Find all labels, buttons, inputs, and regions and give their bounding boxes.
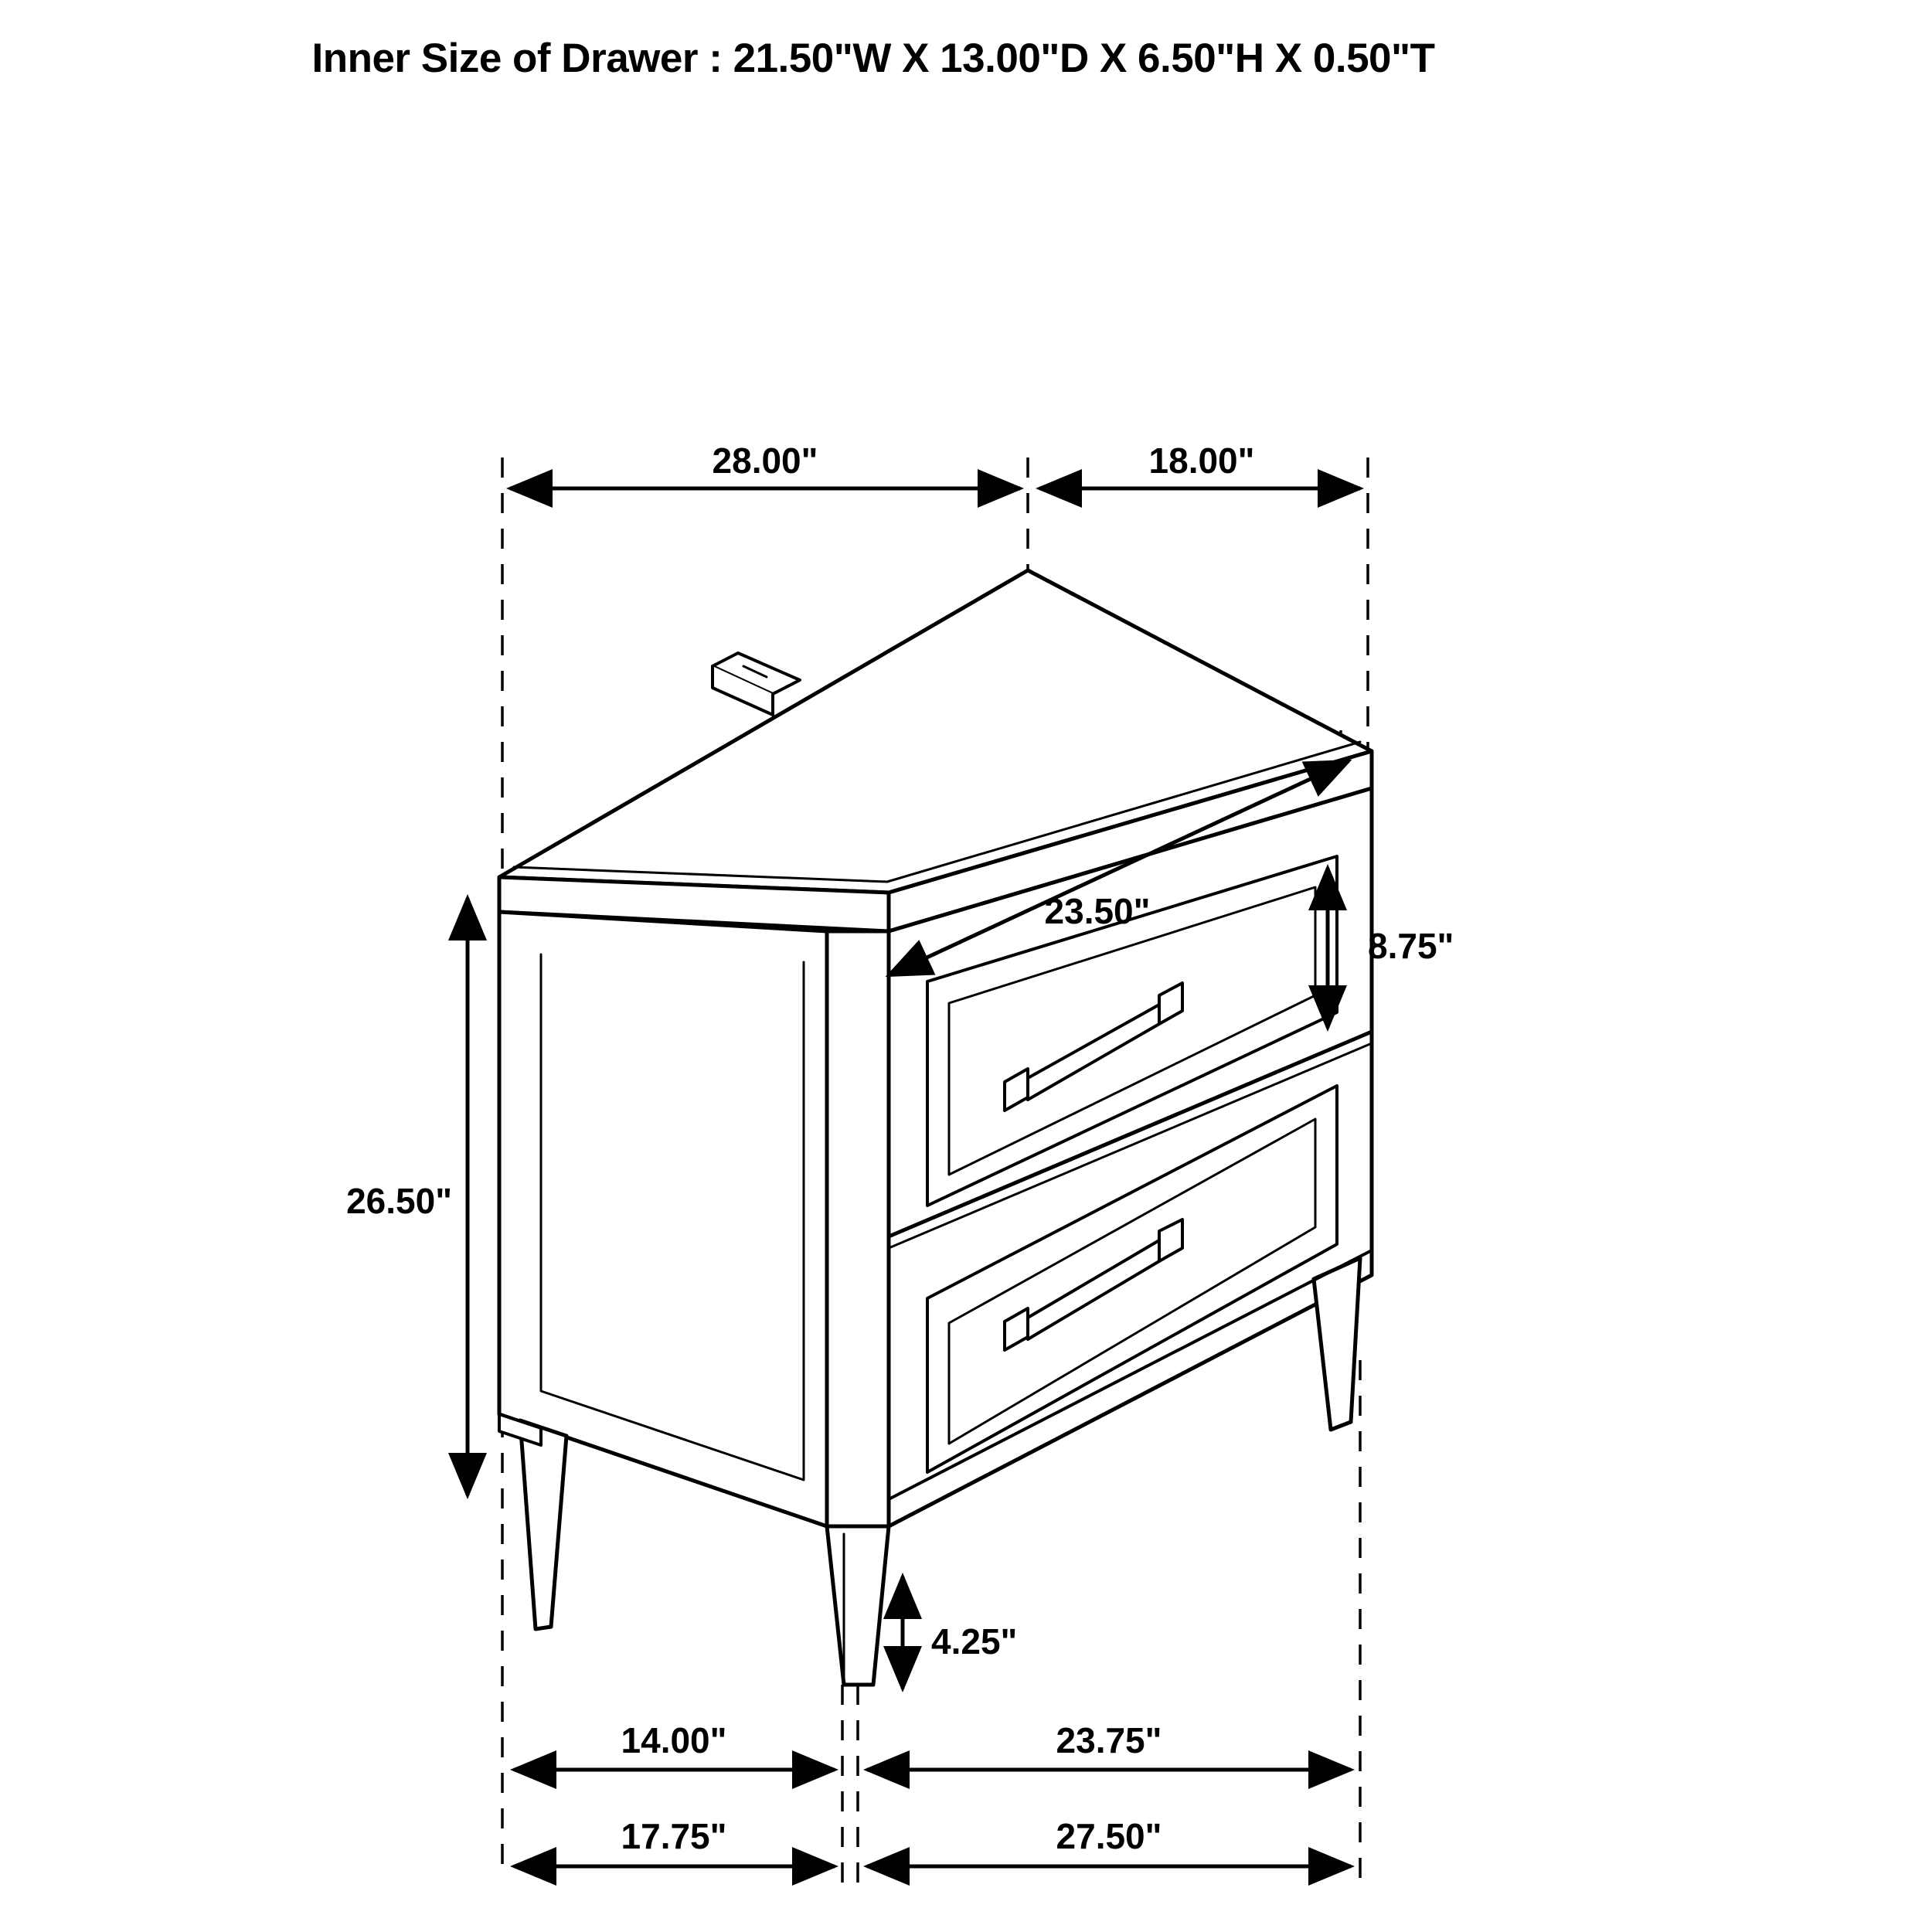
page-title: Inner Size of Drawer : 21.50"W X 13.00"D X 6.50"H X 0.50"T bbox=[311, 36, 1435, 81]
cabinet-front-left-edge bbox=[827, 931, 889, 1526]
leg-front-center bbox=[827, 1526, 889, 1685]
dimension-label-drawer-height: 8.75" bbox=[1368, 926, 1454, 966]
dimension-label-diagonal-depth: 23.50" bbox=[1044, 891, 1151, 931]
dimension-label-leg-height: 4.25" bbox=[931, 1621, 1018, 1662]
dimension-label-top-depth: 18.00" bbox=[1148, 440, 1255, 481]
dimension-label-base-left-inner: 14.00" bbox=[621, 1720, 727, 1760]
dimension-label-base-right-outer: 27.50" bbox=[1056, 1816, 1162, 1856]
nightstand-illustration bbox=[499, 570, 1372, 1685]
dimension-label-overall-height: 26.50" bbox=[346, 1181, 452, 1221]
dimension-label-base-right-inner: 23.75" bbox=[1056, 1720, 1162, 1760]
dimension-label-top-width: 28.00" bbox=[712, 440, 818, 481]
leg-back-right bbox=[1314, 1258, 1360, 1430]
leg-front-left bbox=[520, 1420, 566, 1629]
dimension-label-base-left-outer: 17.75" bbox=[621, 1816, 727, 1856]
